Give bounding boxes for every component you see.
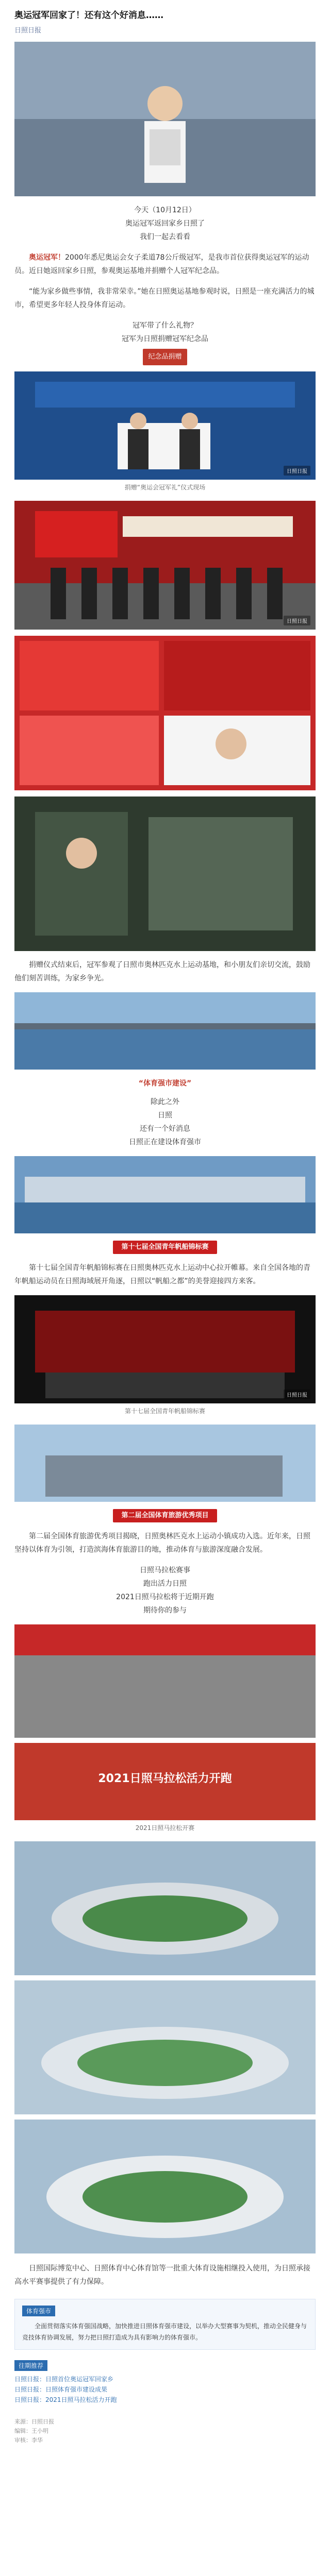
paragraph-4: 捐赠仪式结束后，冠军参观了日照市奥林匹克水上运动基地，和小朋友们亲切交流，鼓励他们刻苦训练，为家乡争光。: [14, 961, 310, 982]
marathon-banner-text: 2021日照马拉松活力开跑: [98, 1772, 232, 1785]
marathon-line-1: 日照马拉松赛事: [140, 1566, 190, 1574]
paragraph-1-lead: 奥运冠军！: [29, 253, 65, 262]
marathon-banner-photo: [14, 1743, 316, 1820]
donation-badge: 纪念品捐赠: [143, 349, 187, 365]
watermark: 日照日报: [284, 1389, 310, 1399]
gift-line-2: 冠军为日照捐赠冠军纪念品: [122, 335, 208, 343]
marathon-line-3: 2021日照马拉松将于近期开跑: [116, 1593, 214, 1601]
intro-line-2: 奥运冠军返回家乡日照了: [125, 219, 205, 228]
article-title: 奥运冠军回家了！还有这个好消息……: [14, 10, 163, 21]
strong-city-line-5: 日照正在建设体育强市: [129, 1138, 201, 1146]
gift-line-1: 冠军带了什么礼物？: [133, 321, 197, 330]
related-link-3[interactable]: 日照日报：2021日照马拉松活力开跑: [14, 2396, 117, 2403]
building-photo: [14, 1425, 316, 1502]
intro-line-3: 我们一起去看看: [140, 233, 190, 241]
footer-editor: 编辑：王小明: [14, 2428, 48, 2434]
strong-city-line-4: 还有一个好消息: [140, 1125, 190, 1133]
group-photo: [14, 501, 316, 630]
caption-2: 第十七届全国青年帆船锦标赛: [124, 1408, 205, 1415]
watermark: 日照日报: [284, 466, 310, 476]
section-title-2: 第二届全国体育旅游优秀项目: [113, 1509, 217, 1522]
harbor-photo: [14, 992, 316, 1070]
marathon-line-2: 跑出活力日照: [143, 1580, 187, 1588]
article-meta: [0, 25, 330, 42]
related-links-tag: 往期推荐: [14, 2360, 47, 2371]
paragraph-1-text: 2000年悉尼奥运会女子柔道78公斤级冠军，是我市首位获得奥运冠军的运动员。近日她返回家乡日照，参观奥运基地并捐赠个人冠军纪念品。: [14, 253, 309, 275]
footer-reviewer: 审核：李华: [14, 2437, 43, 2444]
stadium-photo-2: [14, 1980, 316, 2114]
section-header-1: [0, 1241, 330, 1254]
gift-lines: [0, 319, 330, 365]
marathon-photo: [14, 1624, 316, 1738]
watermark: 日照日报: [284, 616, 310, 625]
paragraph-2: “能为家乡做些事情，我非常荣幸。”她在日照奥运基地参观时说，日照是一座充满活力的城市，希望更多年轻人投身体育运动。: [14, 287, 315, 309]
indoor-photo: [14, 796, 316, 951]
footer-source: 来源：日照日报: [14, 2418, 54, 2425]
intro-lines: [0, 204, 330, 244]
info-box: [14, 2299, 316, 2350]
strong-city-title: “体育强市建设”: [138, 1079, 192, 1088]
marathon-line-4: 期待你的参与: [143, 1606, 187, 1615]
strong-city-lines: [0, 1077, 330, 1149]
strong-city-line-3: 日照: [158, 1111, 172, 1120]
collage-photo: [14, 636, 316, 790]
paragraph-9: 日照国际博览中心、日照体育中心体育馆等一批重大体育设施相继投入使用，为日照承接高水平赛事提供了有力保障。: [14, 2264, 310, 2286]
marathon-lines: [0, 1564, 330, 1617]
article-footer: [0, 2417, 330, 2450]
info-box-tag: 体育强市: [22, 2306, 55, 2316]
donation-ceremony-photo: [14, 371, 316, 480]
hero-photo: [14, 42, 316, 196]
strong-city-line-2: 除此之外: [151, 1098, 179, 1106]
related-link-1[interactable]: 日照日报：日照首位奥运冠军回家乡: [14, 2376, 114, 2383]
city-aerial-photo: [14, 1156, 316, 1233]
paragraph-1: [14, 251, 316, 278]
paragraph-7: 第二届全国体育旅游优秀项目揭晓，日照奥林匹克水上运动小镇成功入选。近年来，日照坚持以体育为引领，打造滨海体育旅游目的地，推动体育与旅游深度融合发展。: [14, 1532, 310, 1554]
info-box-text: 全面贯彻落实体育强国战略，加快推进日照体育强市建设，以举办大型赛事为契机，推动全民健身与竞技体育协调发展，努力把日照打造成为具有影响力的体育强市。: [22, 2323, 307, 2341]
paragraph-6: 第十七届全国青年帆船锦标赛在日照奥林匹克水上运动中心拉开帷幕。来自全国各地的青年帆船运动员在日照海域展开角逐，日照以“帆船之都”的美誉迎接四方来客。: [14, 1264, 310, 1285]
stadium-photo-3: [14, 2120, 316, 2253]
caption-3: 2021日照马拉松开赛: [135, 1824, 195, 1832]
section-header-2: [0, 1509, 330, 1522]
stage-photo: [14, 1295, 316, 1403]
article-source-link[interactable]: 日照日报: [14, 27, 42, 35]
intro-line-1: 今天（10月12日）: [134, 206, 196, 214]
caption-1: 捐赠“奥运会冠军礼”仪式现场: [124, 484, 206, 491]
related-link-2[interactable]: 日照日报：日照体育强市建设成果: [14, 2386, 108, 2393]
section-title-1: 第十七届全国青年帆船锦标赛: [113, 1241, 217, 1254]
stadium-photo-1: [14, 1841, 316, 1975]
related-links: [14, 2360, 316, 2405]
